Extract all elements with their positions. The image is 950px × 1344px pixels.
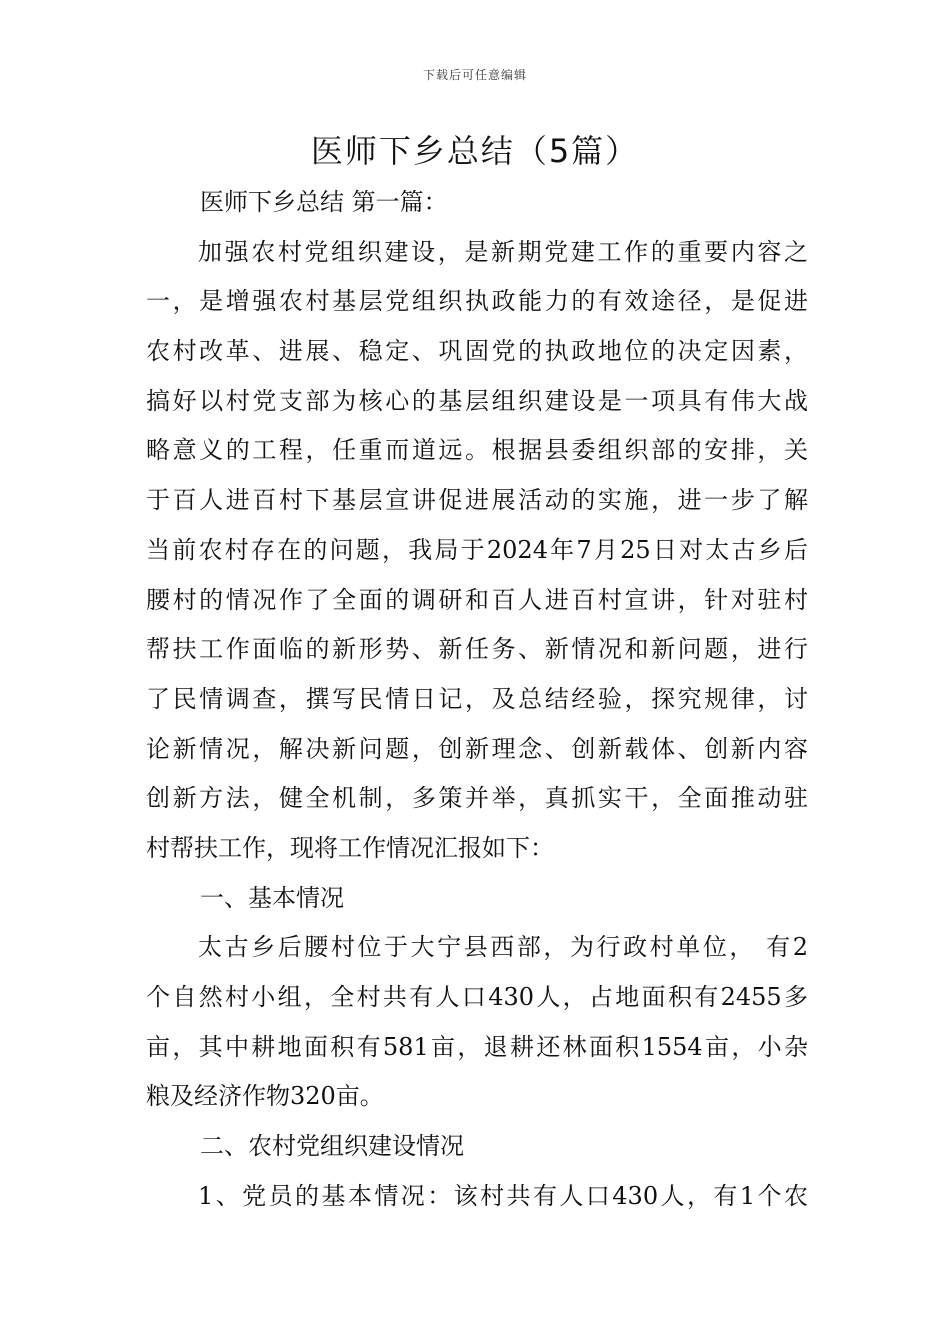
paragraph-line: 搞好以村党支部为核心的基层组织建设是一项具有伟大战 [146,386,808,415]
paragraph-line: 当前农村存在的问题，我局于2024年7月25日对太古乡后 [146,535,808,564]
paragraph-line: 论新情况，解决新问题，创新理念、创新载体、创新内容 [146,734,808,763]
paragraph-line: 亩，其中耕地面积有581亩，退耕还林面积1554亩，小杂 [146,1032,808,1061]
paragraph-line: 农村改革、进展、稳定、巩固党的执政地位的决定因素， [146,337,808,366]
paragraph-line: 略意义的工程，任重而道远。根据县委组织部的安排，关 [146,436,808,465]
paragraph-line: 创新方法，健全机制，多策并举，真抓实干，全面推动驻 [146,784,808,813]
section-heading-basic: 一、基本情况 [200,883,344,912]
paragraph-line: 村帮扶工作，现将工作情况汇报如下： [146,833,554,862]
paragraph-line: 一，是增强农村基层党组织执政能力的有效途径，是促进 [146,287,808,316]
paragraph-line: 太古乡后腰村位于大宁县西部，为行政村单位， 有2 [198,933,808,962]
paragraph-line: 于百人进百村下基层宣讲促进展活动的实施，进一步了解 [146,486,808,515]
document-subtitle: 医师下乡总结 第一篇： [200,188,448,216]
paragraph-line: 1、党员的基本情况：该村共有人口430人，有1个农 [198,1181,808,1210]
paragraph-line: 粮及经济作物320亩。 [146,1082,384,1111]
header-note: 下载后可任意编辑 [422,68,527,82]
document-body [146,178,808,1221]
section-heading-party: 二、农村党组织建设情况 [200,1132,464,1161]
document-title: 医师下乡总结（5篇） [310,132,640,170]
paragraph-line: 腰村的情况作了全面的调研和百人进百村宣讲，针对驻村 [146,585,808,614]
paragraph-line: 加强农村党组织建设，是新期党建工作的重要内容之 [198,237,808,266]
paragraph-line: 个自然村小组，全村共有人口430人，占地面积有2455多 [146,983,808,1011]
paragraph-line: 了民情调查，撰写民情日记，及总结经验，探究规律，讨 [146,684,808,713]
paragraph-line: 帮扶工作面临的新形势、新任务、新情况和新问题，进行 [146,635,808,664]
